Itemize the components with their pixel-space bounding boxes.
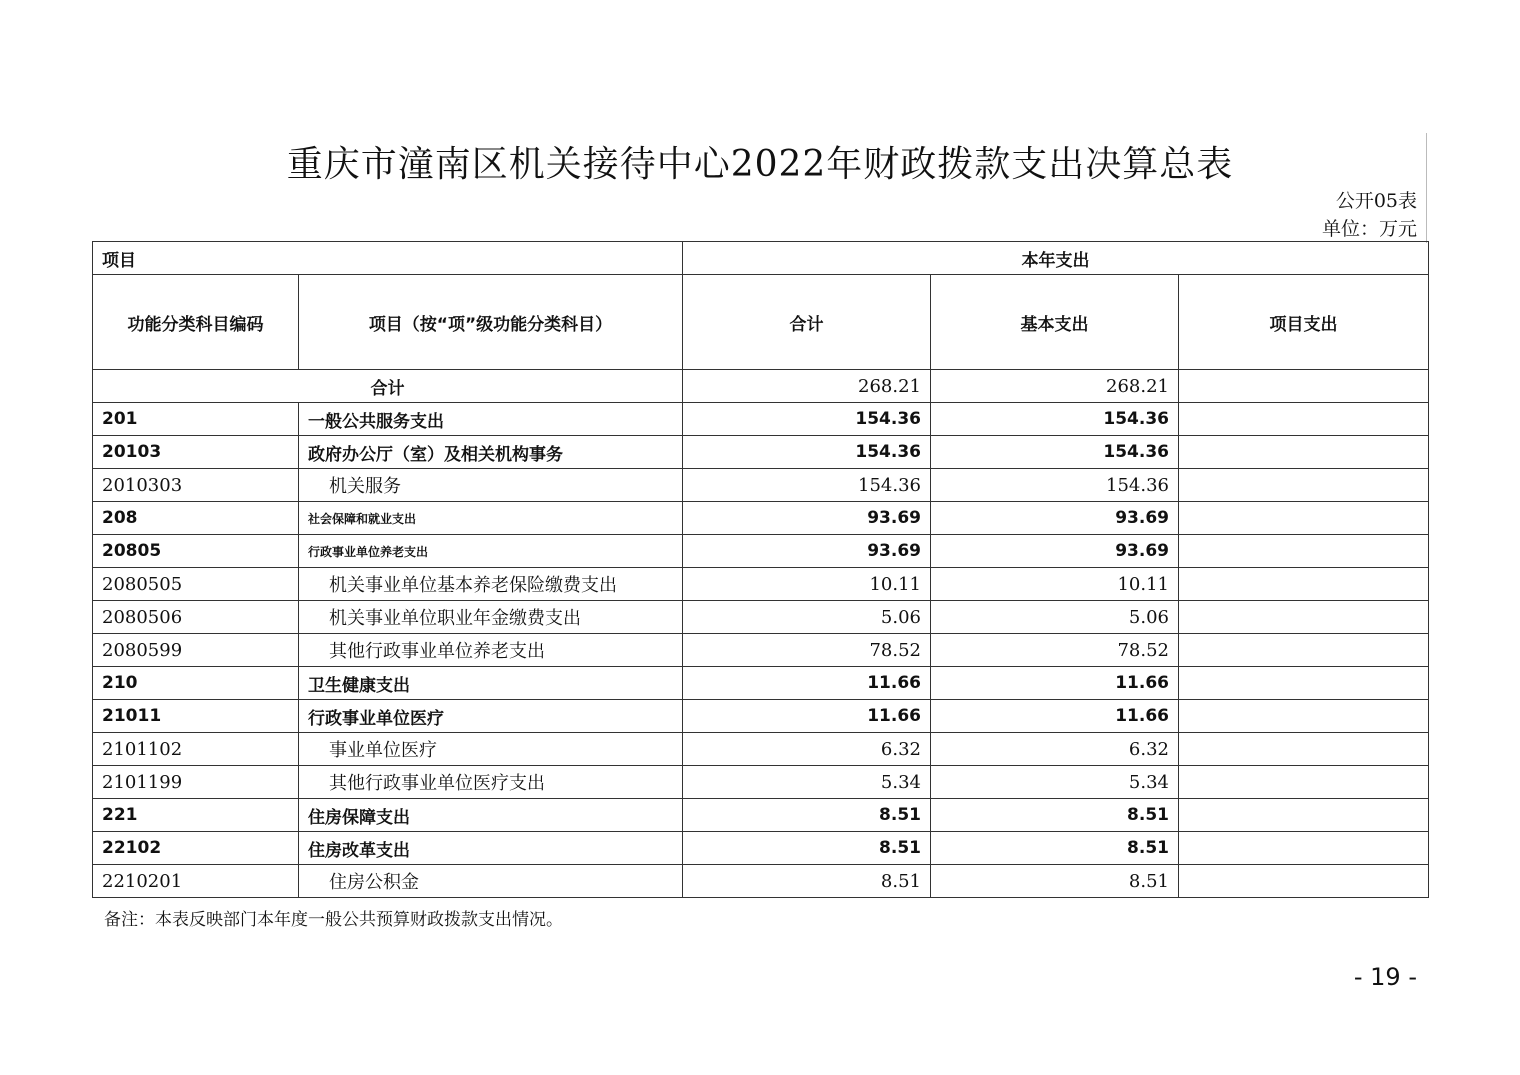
row-name: 政府办公厅（室）及相关机构事务 [299,436,683,469]
row-name: 其他行政事业单位医疗支出 [299,766,683,799]
header-basic: 基本支出 [931,275,1179,370]
row-project [1179,667,1429,700]
row-project [1179,568,1429,601]
row-total: 93.69 [683,535,931,568]
total-row [93,370,1429,403]
total-basic: 268.21 [931,370,1179,403]
table-row [93,469,1429,502]
row-project [1179,865,1429,898]
row-name: 行政事业单位养老支出 [299,535,683,568]
row-basic: 154.36 [931,469,1179,502]
header-total: 合计 [683,275,931,370]
header-project-exp: 项目支出 [1179,275,1429,370]
row-project [1179,634,1429,667]
row-basic: 6.32 [931,733,1179,766]
row-basic: 78.52 [931,634,1179,667]
row-total: 5.06 [683,601,931,634]
row-basic: 11.66 [931,700,1179,733]
row-total: 10.11 [683,568,931,601]
table-row [93,535,1429,568]
row-total: 8.51 [683,832,931,865]
table-row [93,403,1429,436]
row-total: 11.66 [683,667,931,700]
row-name: 行政事业单位医疗 [299,700,683,733]
header-project: 项目 [93,242,683,275]
page-number: - 19 - [1353,963,1417,991]
row-name: 社会保障和就业支出 [299,502,683,535]
row-name: 住房公积金 [299,865,683,898]
row-basic: 8.51 [931,799,1179,832]
row-name: 机关事业单位基本养老保险缴费支出 [299,568,683,601]
table-row [93,634,1429,667]
row-basic: 11.66 [931,667,1179,700]
table-note: 备注：本表反映部门本年度一般公共预算财政拨款支出情况。 [104,910,563,930]
row-name: 机关事业单位职业年金缴费支出 [299,601,683,634]
page-title: 重庆市潼南区机关接待中心2022年财政拨款支出决算总表 [286,144,1234,185]
row-basic: 5.34 [931,766,1179,799]
row-name: 住房改革支出 [299,832,683,865]
row-code: 201 [93,403,299,436]
row-project [1179,469,1429,502]
row-code: 208 [93,502,299,535]
row-project [1179,535,1429,568]
row-total: 154.36 [683,469,931,502]
row-code: 21011 [93,700,299,733]
row-project [1179,601,1429,634]
row-code: 20103 [93,436,299,469]
row-code: 2101199 [93,766,299,799]
row-total: 6.32 [683,733,931,766]
row-project [1179,766,1429,799]
row-code: 2080505 [93,568,299,601]
row-total: 8.51 [683,865,931,898]
table-row [93,667,1429,700]
row-basic: 154.36 [931,403,1179,436]
row-code: 20805 [93,535,299,568]
row-name: 一般公共服务支出 [299,403,683,436]
row-total: 5.34 [683,766,931,799]
header-code: 功能分类科目编码 [93,275,299,370]
unit-label: 单位：万元 [1321,218,1417,240]
header-item: 项目（按“项”级功能分类科目） [299,275,683,370]
table-row [93,799,1429,832]
header-current-year: 本年支出 [683,242,1429,275]
row-code: 2210201 [93,865,299,898]
row-total: 93.69 [683,502,931,535]
table-row [93,832,1429,865]
row-total: 154.36 [683,403,931,436]
row-total: 11.66 [683,700,931,733]
total-label: 合计 [93,370,683,403]
table-row [93,568,1429,601]
row-name: 机关服务 [299,469,683,502]
row-name: 住房保障支出 [299,799,683,832]
row-project [1179,502,1429,535]
total-amount: 268.21 [683,370,931,403]
row-code: 2101102 [93,733,299,766]
row-code: 221 [93,799,299,832]
row-name: 其他行政事业单位养老支出 [299,634,683,667]
table-row [93,601,1429,634]
row-basic: 10.11 [931,568,1179,601]
table-row [93,436,1429,469]
row-name: 事业单位医疗 [299,733,683,766]
row-code: 22102 [93,832,299,865]
row-basic: 93.69 [931,535,1179,568]
row-project [1179,832,1429,865]
table-row [93,766,1429,799]
header-row-1 [93,242,1429,275]
row-project [1179,700,1429,733]
row-name: 卫生健康支出 [299,667,683,700]
table-row [93,733,1429,766]
row-total: 78.52 [683,634,931,667]
row-basic: 8.51 [931,832,1179,865]
header-row-2 [93,275,1429,370]
row-basic: 154.36 [931,436,1179,469]
row-basic: 5.06 [931,601,1179,634]
row-basic: 8.51 [931,865,1179,898]
table-row [93,700,1429,733]
row-code: 2080506 [93,601,299,634]
total-project [1179,370,1429,403]
table-row [93,865,1429,898]
expenditure-table [92,241,1429,898]
table-number: 公开05表 [1335,190,1417,212]
row-total: 8.51 [683,799,931,832]
row-basic: 93.69 [931,502,1179,535]
table-row [93,502,1429,535]
row-code: 210 [93,667,299,700]
row-code: 2010303 [93,469,299,502]
row-project [1179,403,1429,436]
row-project [1179,799,1429,832]
row-code: 2080599 [93,634,299,667]
row-project [1179,436,1429,469]
row-project [1179,733,1429,766]
row-total: 154.36 [683,436,931,469]
